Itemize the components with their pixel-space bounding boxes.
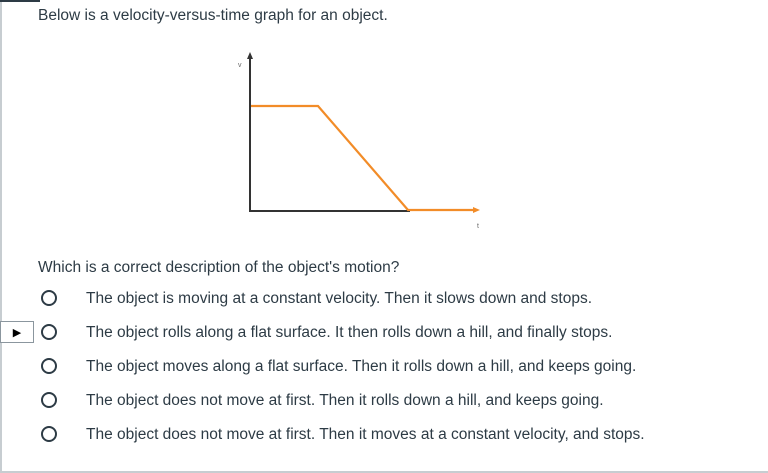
answer-option-3[interactable] xyxy=(0,350,768,384)
answer-label: The object rolls along a flat surface. It then rolls down a hill, and finally stops. xyxy=(86,324,613,341)
answer-label: The object does not move at first. Then it rolls down a hill, and keeps going. xyxy=(86,392,604,409)
radio-button[interactable] xyxy=(41,324,57,340)
y-axis-label: v xyxy=(238,62,242,69)
answer-label: The object moves along a flat surface. Then it rolls down a hill, and keeps going. xyxy=(86,358,637,375)
radio-button[interactable] xyxy=(41,426,57,442)
answer-option-4[interactable] xyxy=(0,384,768,418)
answer-option-5[interactable] xyxy=(0,418,768,452)
answer-option-1[interactable] xyxy=(0,282,768,316)
play-triangle-icon: ▶ xyxy=(0,321,34,343)
x-axis-label: t xyxy=(477,223,479,230)
question-prompt: Below is a velocity-versus-time graph for an object. xyxy=(38,7,388,24)
answer-label: The object is moving at a constant velocity. Then it slows down and stops. xyxy=(86,290,593,307)
top-tab-indicator xyxy=(0,0,40,2)
question-text: Which is a correct description of the object's motion? xyxy=(38,259,400,276)
radio-button[interactable] xyxy=(41,358,57,374)
radio-button[interactable] xyxy=(41,392,57,408)
answer-label: The object does not move at first. Then it moves at a constant velocity, and stops. xyxy=(86,426,645,443)
y-axis-arrowhead xyxy=(247,52,253,59)
radio-button[interactable] xyxy=(41,290,57,306)
velocity-line xyxy=(251,106,475,210)
x-axis-arrowhead xyxy=(473,207,480,213)
answer-option-2[interactable] xyxy=(0,316,768,350)
velocity-time-graph xyxy=(230,48,490,233)
